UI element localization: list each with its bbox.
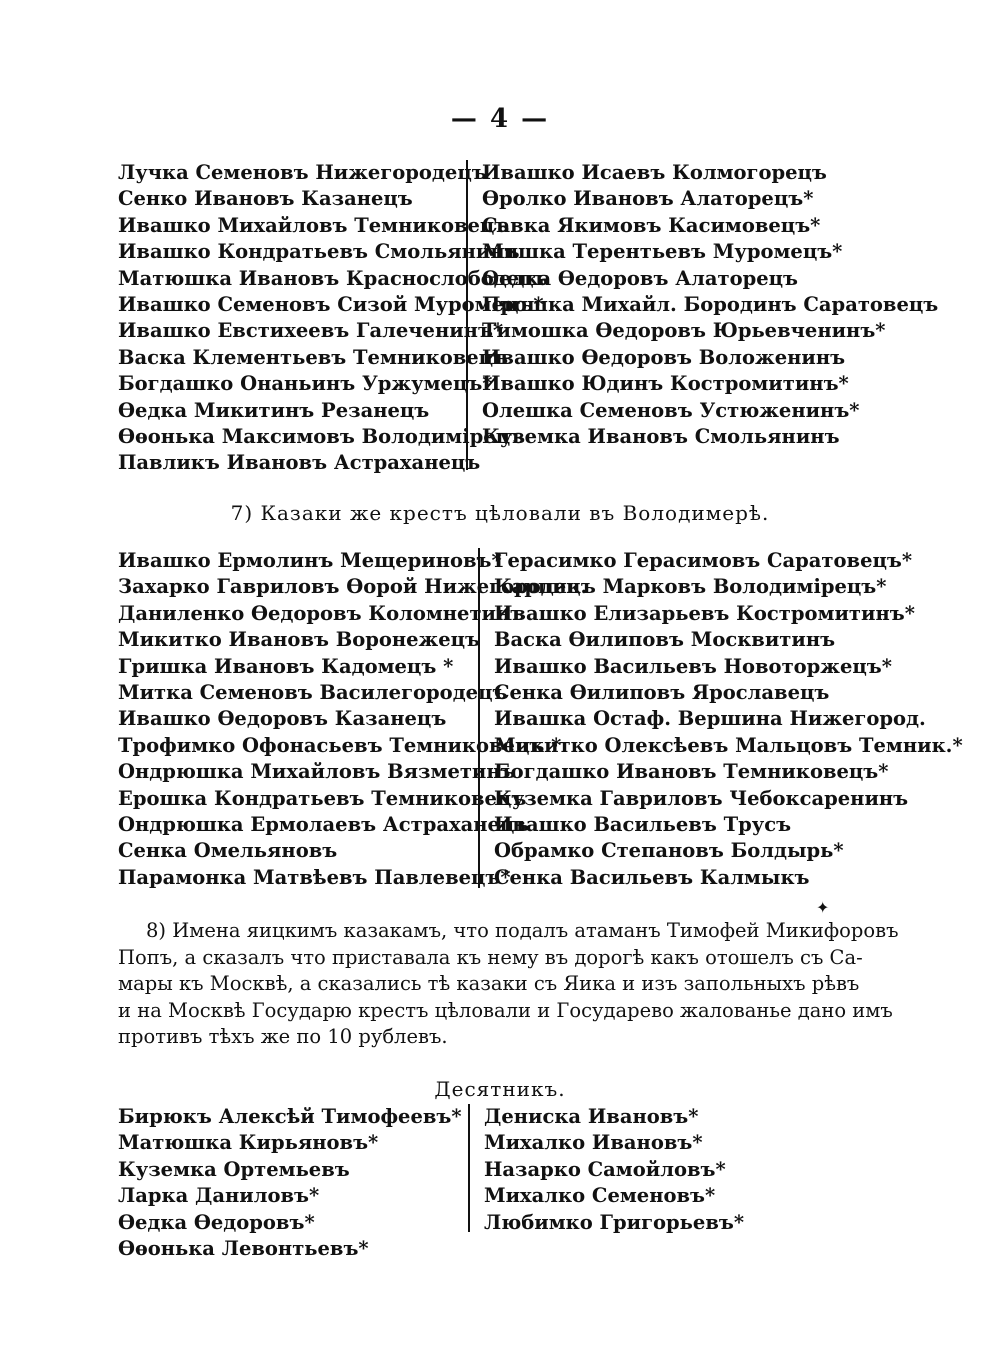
name-entry: Богдашко Ивановъ Темниковецъ* [494, 760, 889, 784]
name-entry: Карпикъ Марковъ Володимiрецъ* [494, 575, 887, 599]
name-entry: Даниленко Ѳедоровъ Коломнетинъ [118, 601, 526, 625]
subheading-desyatnik: Десятникъ. [434, 1077, 566, 1101]
name-entry: Павликъ Ивановъ Астраханецъ [118, 451, 481, 475]
name-entry: Сенка Васильевъ Калмыкъ [494, 865, 810, 889]
name-entry: Микитко Олексѣевъ Мальцовъ Темник.* [494, 733, 963, 757]
name-column-right [468, 1104, 744, 1232]
name-entry: Ѳедка Ѳедоровъ* [118, 1210, 315, 1234]
name-column-left [118, 160, 549, 477]
name-entry: Дениска Ивановъ* [484, 1105, 699, 1128]
name-entry: Мишка Терентьевъ Муромецъ* [482, 240, 843, 264]
paragraph-line: и на Москвѣ Государю крестъ цѣловали и Государево жалованье дано имъ [118, 998, 893, 1022]
name-entry: Ѳѳонька Максимовъ Володимiрецъ [118, 425, 526, 449]
name-entry: Трофимко Офонасьевъ Темниковецъ * [118, 733, 562, 757]
name-entry: Ивашко Евстихеевъ Галеченинъ* [118, 319, 504, 343]
name-entry: Ивашко Ермолинъ Мещериновъ* [118, 549, 502, 572]
name-entry: Захарко Гавриловъ Ѳорой Нижегородец. [118, 575, 588, 599]
name-entry: Матюшка Ивановъ Краснослободецъ [118, 266, 549, 290]
name-entry: Ивашко Кондратьевъ Смольянинъ [118, 240, 520, 264]
page-number: — 4 — [450, 104, 550, 134]
name-entry: Васка Клементьевъ Темниковецъ [118, 345, 509, 369]
name-entry: Ерошка Кондратьевъ Темниковецъ [118, 786, 527, 810]
name-entry: Богдашко Онаньинъ Уржумецъ* [118, 372, 493, 396]
name-entry: Ивашка Остаф. Вершина Нижегород. [494, 707, 926, 731]
name-entry: Сенка Ѳилиповъ Ярославецъ [494, 681, 830, 705]
name-entry: Ѳедка Микитинъ Резанецъ [118, 398, 430, 422]
name-entry: Ивашко Елизарьевъ Костромитинъ* [494, 601, 915, 625]
name-entry: Ивашко Исаевъ Колмогорецъ [482, 161, 827, 184]
name-entry: Ѳедка Ѳедоровъ Алаторецъ [482, 266, 798, 290]
paragraph-line: противъ тѣхъ же по 10 рублевъ. [118, 1025, 448, 1048]
name-entry: Назарко Самойловъ* [484, 1157, 726, 1181]
name-list-block-2 [118, 548, 963, 891]
name-column-right [466, 160, 938, 470]
name-entry: Сенко Ивановъ Казанецъ [118, 187, 413, 211]
name-entry: Михалко Семеновъ* [484, 1184, 716, 1208]
name-entry: Бирюкъ Алексѣй Тимофеевъ* [118, 1105, 462, 1128]
name-entry: Ивашко Васильевъ Новоторжецъ* [494, 654, 892, 678]
name-entry: Васка Ѳилиповъ Москвитинъ [494, 628, 836, 652]
name-entry: Куземка Гавриловъ Чебоксаренинъ [494, 786, 909, 810]
name-entry: Сенка Омельяновъ [118, 839, 338, 863]
name-entry: Митка Семеновъ Василегородецъ [118, 681, 508, 705]
name-entry: Ивашко Васильевъ Трусъ [494, 813, 792, 837]
name-entry: Михалко Ивановъ* [484, 1131, 703, 1155]
name-entry: Парамонка Матвѣевъ Павлевецъ* [118, 865, 511, 889]
name-entry: Ѳролко Ивановъ Алаторецъ* [482, 187, 814, 211]
name-list-block-3 [118, 1104, 744, 1262]
name-entry: Ивашко Семеновъ Сизой Муромецъ* [118, 293, 544, 317]
name-entry: Куземка Ивановъ Смольянинъ [482, 425, 840, 449]
name-list-block-1 [118, 160, 938, 477]
name-entry: Олешка Семеновъ Устюженинъ* [482, 398, 860, 422]
name-entry: Ивашко Юдинъ Костромитинъ* [482, 372, 849, 396]
name-entry: Лучка Семеновъ Нижегородецъ [118, 161, 487, 184]
section-7-heading: 7) Казаки же крестъ цѣловали въ Володимерѣ. [230, 501, 770, 525]
name-entry: Ондрюшка Михайловъ Вязметинъ [118, 760, 516, 784]
name-entry: Герасимко Герасимовъ Саратовецъ* [494, 549, 913, 572]
name-entry: Тимошка Ѳедоровъ Юрьевченинъ* [482, 319, 886, 343]
name-entry: Ивашко Ѳедоровъ Воложенинъ [482, 345, 846, 369]
name-entry: Ондрюшка Ермолаевъ Астраханецъ [118, 813, 530, 837]
paragraph-line: 8) Имена яицкимъ казакамъ, что подалъ атаманъ Тимофей Микифоровъ [146, 919, 899, 942]
paragraph-line: мары къ Москвѣ, а сказались тѣ казаки съ Яика и изъ запольныхъ рѣвъ [118, 972, 860, 995]
name-entry: Ивашко Михайловъ Темниковецъ [118, 213, 510, 237]
name-column-right [478, 548, 963, 888]
name-entry: Ѳѳонька Левонтьевъ* [118, 1237, 369, 1261]
paragraph-line: Попъ, а сказалъ что приставала къ нему въ дорогѣ какъ отошелъ съ Са- [118, 945, 863, 969]
name-column-left [118, 1104, 468, 1262]
name-entry: Прошка Михайл. Бородинъ Саратовецъ [482, 293, 939, 317]
name-column-left [118, 548, 588, 891]
ink-mark-icon: ✦ [816, 898, 830, 917]
name-entry: Куземка Ортемьевъ [118, 1157, 350, 1181]
section-8-paragraph [118, 918, 899, 1051]
name-entry: Ларка Даниловъ* [118, 1184, 320, 1208]
name-entry: Савка Якимовъ Касимовецъ* [482, 213, 821, 237]
name-entry: Микитко Ивановъ Воронежецъ [118, 628, 481, 652]
name-entry: Матюшка Кирьяновъ* [118, 1131, 379, 1155]
name-entry: Гришка Ивановъ Кадомецъ * [118, 654, 454, 678]
name-entry: Обрамко Степановъ Болдырь* [494, 839, 844, 863]
name-entry: Любимко Григорьевъ* [484, 1210, 745, 1234]
name-entry: Ивашко Ѳедоровъ Казанецъ [118, 707, 447, 731]
